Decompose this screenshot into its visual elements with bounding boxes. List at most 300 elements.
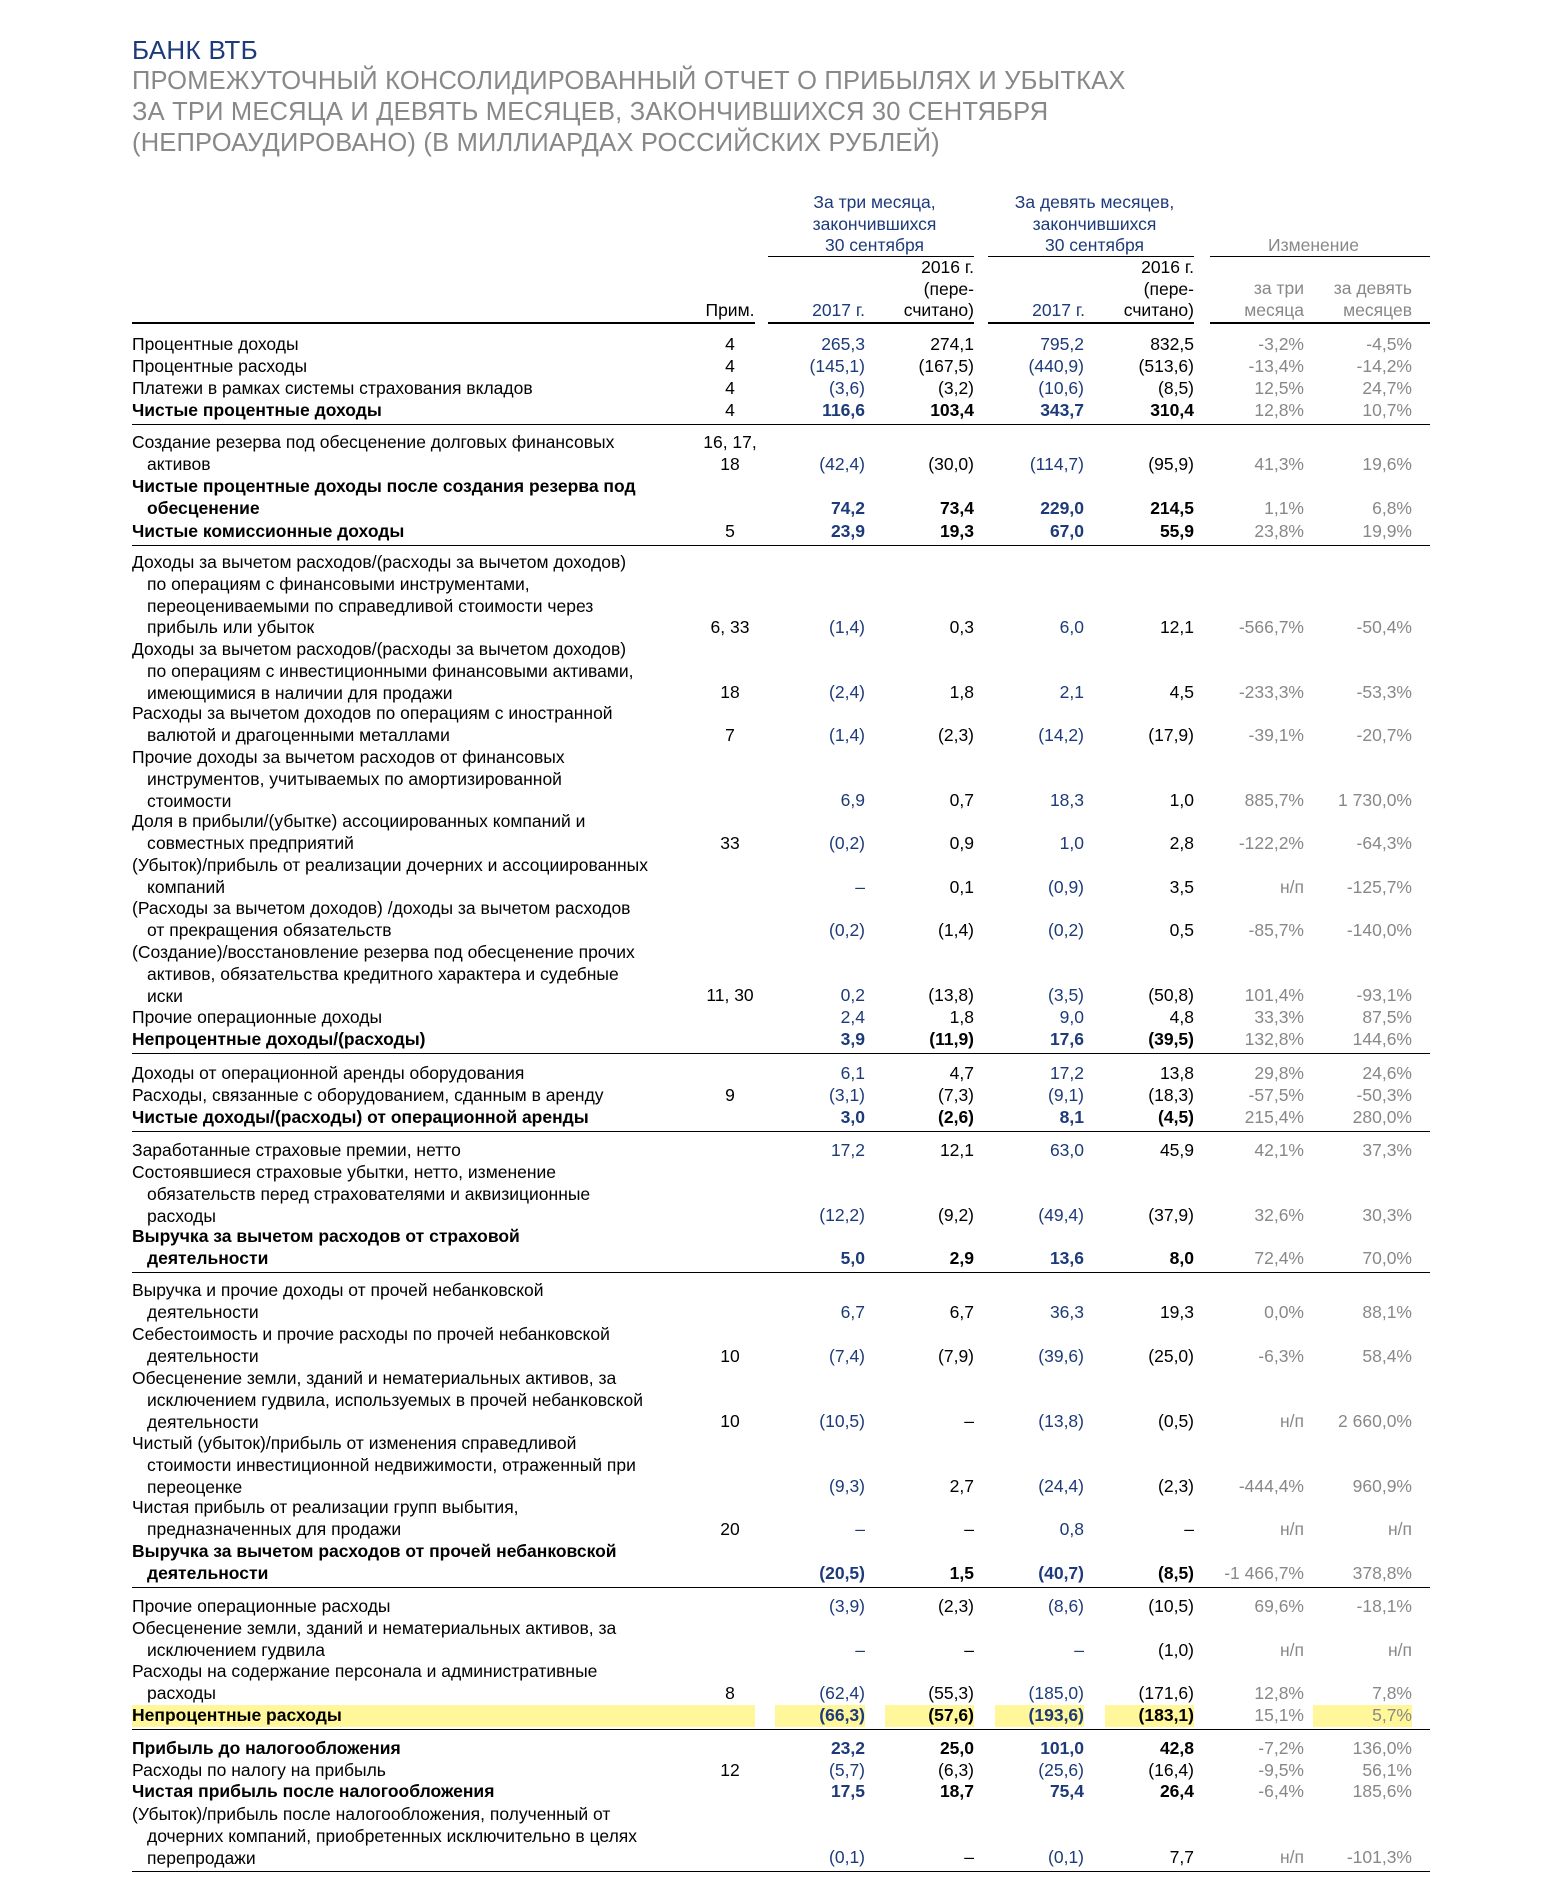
change-9m: -101,3% [1346,1847,1412,1868]
row-note: 16, 17, 18 [703,432,757,475]
row-label-line: имеющимися в наличии для продажи [147,682,453,703]
value-3m-2017: (3,1) [829,1085,865,1106]
table-row [0,1596,1550,1618]
row-label-line: Расходы, связанные с оборудованием, сданным в аренду [132,1085,604,1105]
value-9m-2017: (10,6) [1038,378,1084,399]
group-three-line-1: За три месяца, [813,192,936,212]
value-9m-2016: (37,9) [1148,1205,1194,1226]
change-9m: 378,8% [1352,1563,1412,1584]
row-label [132,1107,707,1129]
change-3m: -57,5% [1248,1085,1304,1106]
value-3m-2016: – [964,1640,974,1661]
value-3m-2017: 23,9 [830,521,865,542]
value-9m-2017: 67,0 [1049,521,1084,542]
value-9m-2017: (114,7) [1029,454,1084,475]
value-3m-2017: (9,3) [829,1476,865,1497]
value-3m-2016: (3,2) [938,378,974,399]
value-3m-2016: 18,7 [939,1781,974,1802]
value-3m-2016: (9,2) [938,1205,974,1226]
row-label [132,1705,707,1727]
change-3m: -3,2% [1258,334,1304,355]
value-9m-2016: (18,3) [1148,1085,1194,1106]
value-3m-2016: 19,3 [939,521,974,542]
table-row [0,552,1550,639]
change-3m: 101,4% [1244,985,1304,1006]
row-note: 9 [725,1085,735,1106]
group-nine-line-3: 30 сентября [1044,235,1144,255]
row-label-line: Прочие операционные доходы [132,1007,383,1027]
table-row [0,747,1550,812]
row-label-line: переоценке [147,1476,243,1497]
change-3m: н/п [1279,1640,1304,1661]
row-note: 18 [720,682,740,703]
row-label-line: Платежи в рамках системы страхования вкладов [132,378,533,398]
value-9m-2016: 42,8 [1159,1738,1194,1759]
value-9m-2017: 36,3 [1049,1302,1084,1323]
row-label-line: валютой и драгоценными металлами [147,724,450,745]
table-row [0,898,1550,942]
value-9m-2017: 2,1 [1059,682,1084,703]
value-3m-2017: 6,7 [840,1302,865,1323]
value-9m-2017: 229,0 [1040,498,1084,519]
change-9m: 56,1% [1362,1760,1412,1781]
row-label [132,1085,707,1107]
row-label-line: Доля в прибыли/(убытке) ассоциированных компаний и [132,811,586,831]
change-3m: 69,6% [1254,1596,1304,1617]
row-note: 5 [725,521,735,542]
table-row [0,1781,1550,1803]
change-3m: -566,7% [1238,617,1304,638]
value-3m-2016: 274,1 [930,334,974,355]
value-3m-2016: (2,6) [938,1107,974,1128]
row-label-line: Выручка за вычетом расходов от прочей небанковской [132,1541,617,1561]
row-label-line: по операциям с финансовыми инструментами, [147,573,530,594]
value-9m-2017: 8,1 [1059,1107,1084,1128]
value-9m-2016: 55,9 [1159,521,1194,542]
value-9m-2017: 0,8 [1059,1519,1084,1540]
change-9m: 24,6% [1362,1063,1412,1084]
change-3m: -7,2% [1258,1738,1304,1759]
value-9m-2017: (14,2) [1038,725,1084,746]
row-note: 4 [725,334,735,355]
value-3m-2017: 116,6 [822,400,865,421]
row-label-line: Расходы на содержание персонала и административные [132,1661,598,1681]
value-3m-2017: (0,2) [829,833,865,854]
row-label-line: Чистые доходы/(расходы) от операционной аренды [132,1107,589,1127]
value-3m-2017: (7,4) [829,1346,865,1367]
change-3m: 12,8% [1254,1683,1304,1704]
table-row [0,639,1550,704]
value-3m-2016: (6,3) [938,1760,974,1781]
value-3m-2016: (2,3) [938,1596,974,1617]
group-nine-line-2: закончившихся [1032,213,1157,234]
row-note: 33 [720,833,740,854]
row-label [132,1661,707,1705]
row-label-line: Непроцентные расходы [132,1705,342,1725]
value-9m-2017: (49,4) [1038,1205,1084,1226]
value-3m-2017: (1,4) [829,725,865,746]
value-3m-2017: 6,9 [840,790,865,811]
change-9m: 144,6% [1352,1029,1412,1050]
change-3m: -233,3% [1238,682,1304,703]
change-9m: н/п [1387,1519,1412,1540]
change-9m: -18,1% [1356,1596,1412,1617]
value-3m-2017: 23,2 [830,1738,865,1759]
row-label-line: обязательств перед страхователями и аквизиционные [147,1183,591,1204]
value-9m-2016: 12,1 [1159,617,1194,638]
value-3m-2016: 0,7 [949,790,974,811]
row-label-line: Прибыль до налогообложения [132,1738,401,1758]
value-9m-2017: 9,0 [1059,1007,1084,1028]
group-nine-line-1: За девять месяцев, [1014,192,1175,212]
row-label [132,1738,707,1760]
table-row [0,1085,1550,1107]
value-3m-2017: (62,4) [819,1683,865,1704]
col-9m-2016-line-2: (пере- [1143,278,1194,299]
value-9m-2016: – [1184,1519,1194,1540]
value-3m-2017: (10,5) [819,1411,865,1432]
change-3m: -13,4% [1248,356,1304,377]
group-header-change: Изменение [1268,235,1359,255]
value-9m-2016: (17,9) [1148,725,1194,746]
change-9m: 5,7% [1372,1705,1412,1726]
value-9m-2017: – [1074,1640,1084,1661]
value-3m-2017: (3,9) [829,1596,865,1617]
change-9m: -140,0% [1346,920,1412,941]
row-label-line: активов, обязательства кредитного характера и судебные [147,963,619,984]
value-3m-2017: (2,4) [829,682,865,703]
change-3m: 32,6% [1254,1205,1304,1226]
table-row [0,1162,1550,1227]
change-3m: н/п [1279,1847,1304,1868]
value-9m-2016: (16,4) [1148,1760,1194,1781]
change-3m: н/п [1279,1519,1304,1540]
value-3m-2017: (5,7) [829,1760,865,1781]
row-label-line: активов [147,453,211,474]
value-3m-2017: 74,2 [830,498,865,519]
table-row [0,1280,1550,1324]
row-note: 11, 30 [706,985,754,1006]
value-9m-2016: (25,0) [1148,1346,1194,1367]
table-row [0,1618,1550,1662]
value-9m-2016: 8,0 [1169,1248,1194,1269]
row-label-line: обесценение [147,497,260,518]
col-change-3m-line-2: месяца [1244,299,1304,320]
value-9m-2017: 63,0 [1049,1140,1084,1161]
value-3m-2017: 6,1 [840,1063,865,1084]
table-row [0,1029,1550,1051]
row-label-line: Чистая прибыль от реализации групп выбытия, [132,1497,519,1517]
value-9m-2016: (39,5) [1148,1029,1194,1050]
row-label [132,747,707,812]
value-9m-2016: (8,5) [1158,1563,1194,1584]
row-label-line: Доходы за вычетом расходов/(расходы за вычетом доходов) [132,552,627,572]
value-3m-2016: – [964,1847,974,1868]
change-3m: 12,8% [1254,400,1304,421]
row-label [132,1280,707,1324]
table-row [0,476,1550,520]
value-9m-2017: (185,0) [1028,1683,1084,1704]
row-note: 4 [725,400,735,421]
row-label [132,1007,707,1029]
value-3m-2017: (1,4) [829,617,865,638]
row-label-line: Чистая прибыль после налогообложения [132,1781,495,1801]
value-3m-2017: (0,1) [829,1847,865,1868]
table-row [0,1140,1550,1162]
value-9m-2017: (0,9) [1048,877,1084,898]
value-9m-2017: (8,6) [1048,1596,1084,1617]
value-3m-2016: 2,7 [949,1476,974,1497]
change-3m: -9,5% [1258,1760,1304,1781]
value-3m-2016: 1,8 [949,682,974,703]
value-9m-2017: (25,6) [1038,1760,1084,1781]
change-9m: 10,7% [1362,400,1412,421]
value-9m-2016: (95,9) [1148,454,1194,475]
row-label-line: по операциям с инвестиционными финансовыми активами, [147,660,634,681]
value-3m-2016: (7,3) [938,1085,974,1106]
row-label-line: (Создание)/восстановление резерва под обесценение прочих [132,942,635,962]
value-9m-2016: (8,5) [1158,378,1194,399]
col-3m-2017-header: 2017 г. [812,300,865,320]
col-9m-2016-line-1: 2016 г. [1141,257,1194,277]
value-9m-2017: (440,9) [1028,356,1084,377]
table-row [0,1541,1550,1585]
row-label-line: дочерних компаний, приобретенных исключительно в целях [147,1825,638,1846]
row-label-line: Прочие доходы за вычетом расходов от финансовых [132,747,565,767]
value-9m-2017: 75,4 [1049,1781,1084,1802]
value-9m-2016: 7,7 [1169,1847,1194,1868]
change-3m: 1,1% [1264,498,1304,519]
row-label-line: Доходы от операционной аренды оборудования [132,1063,525,1083]
row-label-line: расходы [147,1205,216,1226]
row-note: 7 [725,725,735,746]
change-9m: 19,9% [1362,521,1412,542]
row-label [132,1781,707,1803]
table-row [0,1661,1550,1705]
value-3m-2017: 265,3 [821,334,865,355]
row-label [132,1140,707,1162]
value-3m-2017: 0,2 [840,985,865,1006]
row-label [132,811,707,855]
table-row [0,1007,1550,1029]
table-row [0,356,1550,378]
value-9m-2016: (4,5) [1158,1107,1194,1128]
value-3m-2016: 4,7 [949,1063,974,1084]
change-3m: 12,5% [1254,378,1304,399]
row-label-line: (Расходы за вычетом доходов) /доходы за вычетом расходов [132,898,631,918]
row-note: 4 [725,378,735,399]
table-row [0,1368,1550,1433]
value-9m-2017: (0,1) [1048,1847,1084,1868]
group-three-line-3: 30 сентября [824,235,924,255]
table-row [0,1760,1550,1782]
change-9m: 280,0% [1352,1107,1412,1128]
row-label [132,639,707,704]
table-row [0,942,1550,1007]
change-3m: 33,3% [1254,1007,1304,1028]
value-3m-2017: – [855,1640,865,1661]
row-note: 6, 33 [710,617,750,638]
table-row [0,1804,1550,1869]
row-note: 10 [720,1411,740,1432]
row-label-line: стоимости инвестиционной недвижимости, отраженный при [147,1454,636,1475]
row-label-line: прибыль или убыток [147,617,315,638]
change-9m: 185,6% [1352,1781,1412,1802]
value-9m-2016: (1,0) [1158,1640,1194,1661]
value-9m-2016: (171,6) [1138,1683,1194,1704]
row-label-line: деятельности [147,1247,269,1268]
report-title-line-1: ПРОМЕЖУТОЧНЫЙ КОНСОЛИДИРОВАННЫЙ ОТЧЕТ О ПРИБЫЛЯХ И УБЫТКАХ [132,67,1126,95]
value-9m-2017: 18,3 [1049,790,1084,811]
row-label-line: Чистые комиссионные доходы [132,521,405,541]
value-3m-2016: 1,8 [949,1007,974,1028]
table-row [0,1226,1550,1270]
row-label [132,1063,707,1085]
value-9m-2016: 4,8 [1169,1007,1194,1028]
value-9m-2016: 26,4 [1159,1781,1194,1802]
value-9m-2017: 795,2 [1040,334,1084,355]
table-row [0,334,1550,356]
row-label-line: Выручка за вычетом расходов от страховой [132,1226,520,1246]
change-3m: 23,8% [1254,521,1304,542]
change-3m: -444,4% [1238,1476,1304,1497]
value-9m-2017: 343,7 [1040,400,1084,421]
col-3m-2016-line-1: 2016 г. [921,257,974,277]
row-label-line: Прочие операционные расходы [132,1596,391,1616]
change-9m: -64,3% [1356,833,1412,854]
row-label-line: Процентные расходы [132,356,308,376]
row-label-line: Создание резерва под обесценение долговых финансовых [132,432,615,452]
value-3m-2016: (7,9) [938,1346,974,1367]
row-label-line: компаний [147,876,226,897]
value-3m-2016: 25,0 [939,1738,974,1759]
value-3m-2017: 17,5 [830,1781,865,1802]
row-label [132,1596,707,1618]
row-label-line: (Убыток)/прибыль от реализации дочерних и ассоциированных [132,855,648,875]
row-label [132,1497,707,1541]
change-9m: 58,4% [1362,1346,1412,1367]
change-9m: 6,8% [1372,498,1412,519]
value-9m-2016: 45,9 [1159,1140,1194,1161]
table-row [0,1433,1550,1498]
row-label-line: деятельности [147,1411,259,1432]
row-note: 10 [720,1346,740,1367]
change-9m: 7,8% [1372,1683,1412,1704]
change-9m: 960,9% [1352,1476,1412,1497]
col-change-9m-line-1: за девять [1333,278,1412,298]
value-9m-2016: (0,5) [1158,1411,1194,1432]
change-9m: -53,3% [1356,682,1412,703]
change-3m: -6,4% [1258,1781,1304,1802]
value-3m-2017: (3,6) [829,378,865,399]
row-label-line: инструментов, учитываемых по амортизированной [147,768,562,789]
row-label [132,521,707,543]
value-3m-2017: (20,5) [819,1563,865,1584]
change-3m: н/п [1279,1411,1304,1432]
col-9m-2017-header: 2017 г. [1032,300,1085,320]
value-9m-2017: (40,7) [1038,1563,1084,1584]
value-9m-2017: 6,0 [1059,617,1084,638]
change-9m: 37,3% [1362,1140,1412,1161]
value-9m-2017: (13,8) [1038,1411,1084,1432]
row-label-line: перепродажи [147,1847,256,1868]
value-9m-2016: 19,3 [1159,1302,1194,1323]
table-row [0,432,1550,476]
value-9m-2016: (2,3) [1158,1476,1194,1497]
row-label [132,400,707,422]
group-three-line-2: закончившихся [812,213,937,234]
change-3m: 132,8% [1244,1029,1304,1050]
value-3m-2016: 73,4 [939,498,974,519]
change-9m: 88,1% [1362,1302,1412,1323]
table-row [0,400,1550,422]
change-3m: 215,4% [1244,1107,1304,1128]
value-9m-2016: 13,8 [1159,1063,1194,1084]
value-3m-2016: 103,4 [930,400,974,421]
change-9m: -4,5% [1366,334,1412,355]
value-9m-2016: 832,5 [1150,334,1194,355]
value-9m-2017: 1,0 [1059,833,1084,854]
value-9m-2017: (193,6) [1028,1705,1084,1726]
row-note: 8 [725,1683,735,1704]
report-title-line-2: ЗА ТРИ МЕСЯЦА И ДЕВЯТЬ МЕСЯЦЕВ, ЗАКОНЧИВШИХСЯ 30 СЕНТЯБРЯ [132,98,1049,126]
row-label-line: расходы [147,1682,216,1703]
row-note: 4 [725,356,735,377]
value-3m-2016: 2,9 [949,1248,974,1269]
value-3m-2017: (145,1) [809,356,865,377]
col-9m-2016-line-3: считано) [1123,300,1194,320]
value-9m-2017: 13,6 [1049,1248,1084,1269]
change-3m: 42,1% [1254,1140,1304,1161]
value-3m-2016: 0,9 [949,833,974,854]
value-3m-2017: 17,2 [830,1140,865,1161]
change-9m: 19,6% [1362,454,1412,475]
row-note: 20 [720,1519,740,1540]
row-label-line: Непроцентные доходы/(расходы) [132,1029,426,1049]
change-3m: -6,3% [1258,1346,1304,1367]
value-9m-2016: 310,4 [1150,400,1194,421]
value-3m-2016: (2,3) [938,725,974,746]
table-row [0,378,1550,400]
row-label-line: стоимости [147,790,232,811]
row-label [132,1541,707,1585]
value-3m-2017: (66,3) [819,1705,865,1726]
value-3m-2017: (12,2) [819,1205,865,1226]
row-label [132,552,707,639]
row-label [132,898,707,942]
value-9m-2017: 17,6 [1049,1029,1084,1050]
row-label-line: деятельности [147,1562,269,1583]
change-9m: 1 730,0% [1338,790,1412,811]
row-label [132,1804,707,1869]
row-label-line: деятельности [147,1345,259,1366]
change-3m: 0,0% [1264,1302,1304,1323]
col-3m-2016-line-3: считано) [903,300,974,320]
row-label-line: совместных предприятий [147,832,354,853]
change-3m: -1 466,7% [1224,1563,1304,1584]
table-row [0,1063,1550,1085]
row-label [132,378,707,400]
value-3m-2017: (0,2) [829,920,865,941]
row-label-line: исключением гудвила, используемых в прочей небанковской [147,1389,643,1410]
change-9m: -125,7% [1346,877,1412,898]
row-label-line: иски [147,985,183,1006]
value-3m-2017: – [855,877,865,898]
table-row [0,1107,1550,1129]
row-label [132,1029,707,1051]
value-9m-2016: 2,8 [1169,833,1194,854]
value-9m-2017: (24,4) [1038,1476,1084,1497]
